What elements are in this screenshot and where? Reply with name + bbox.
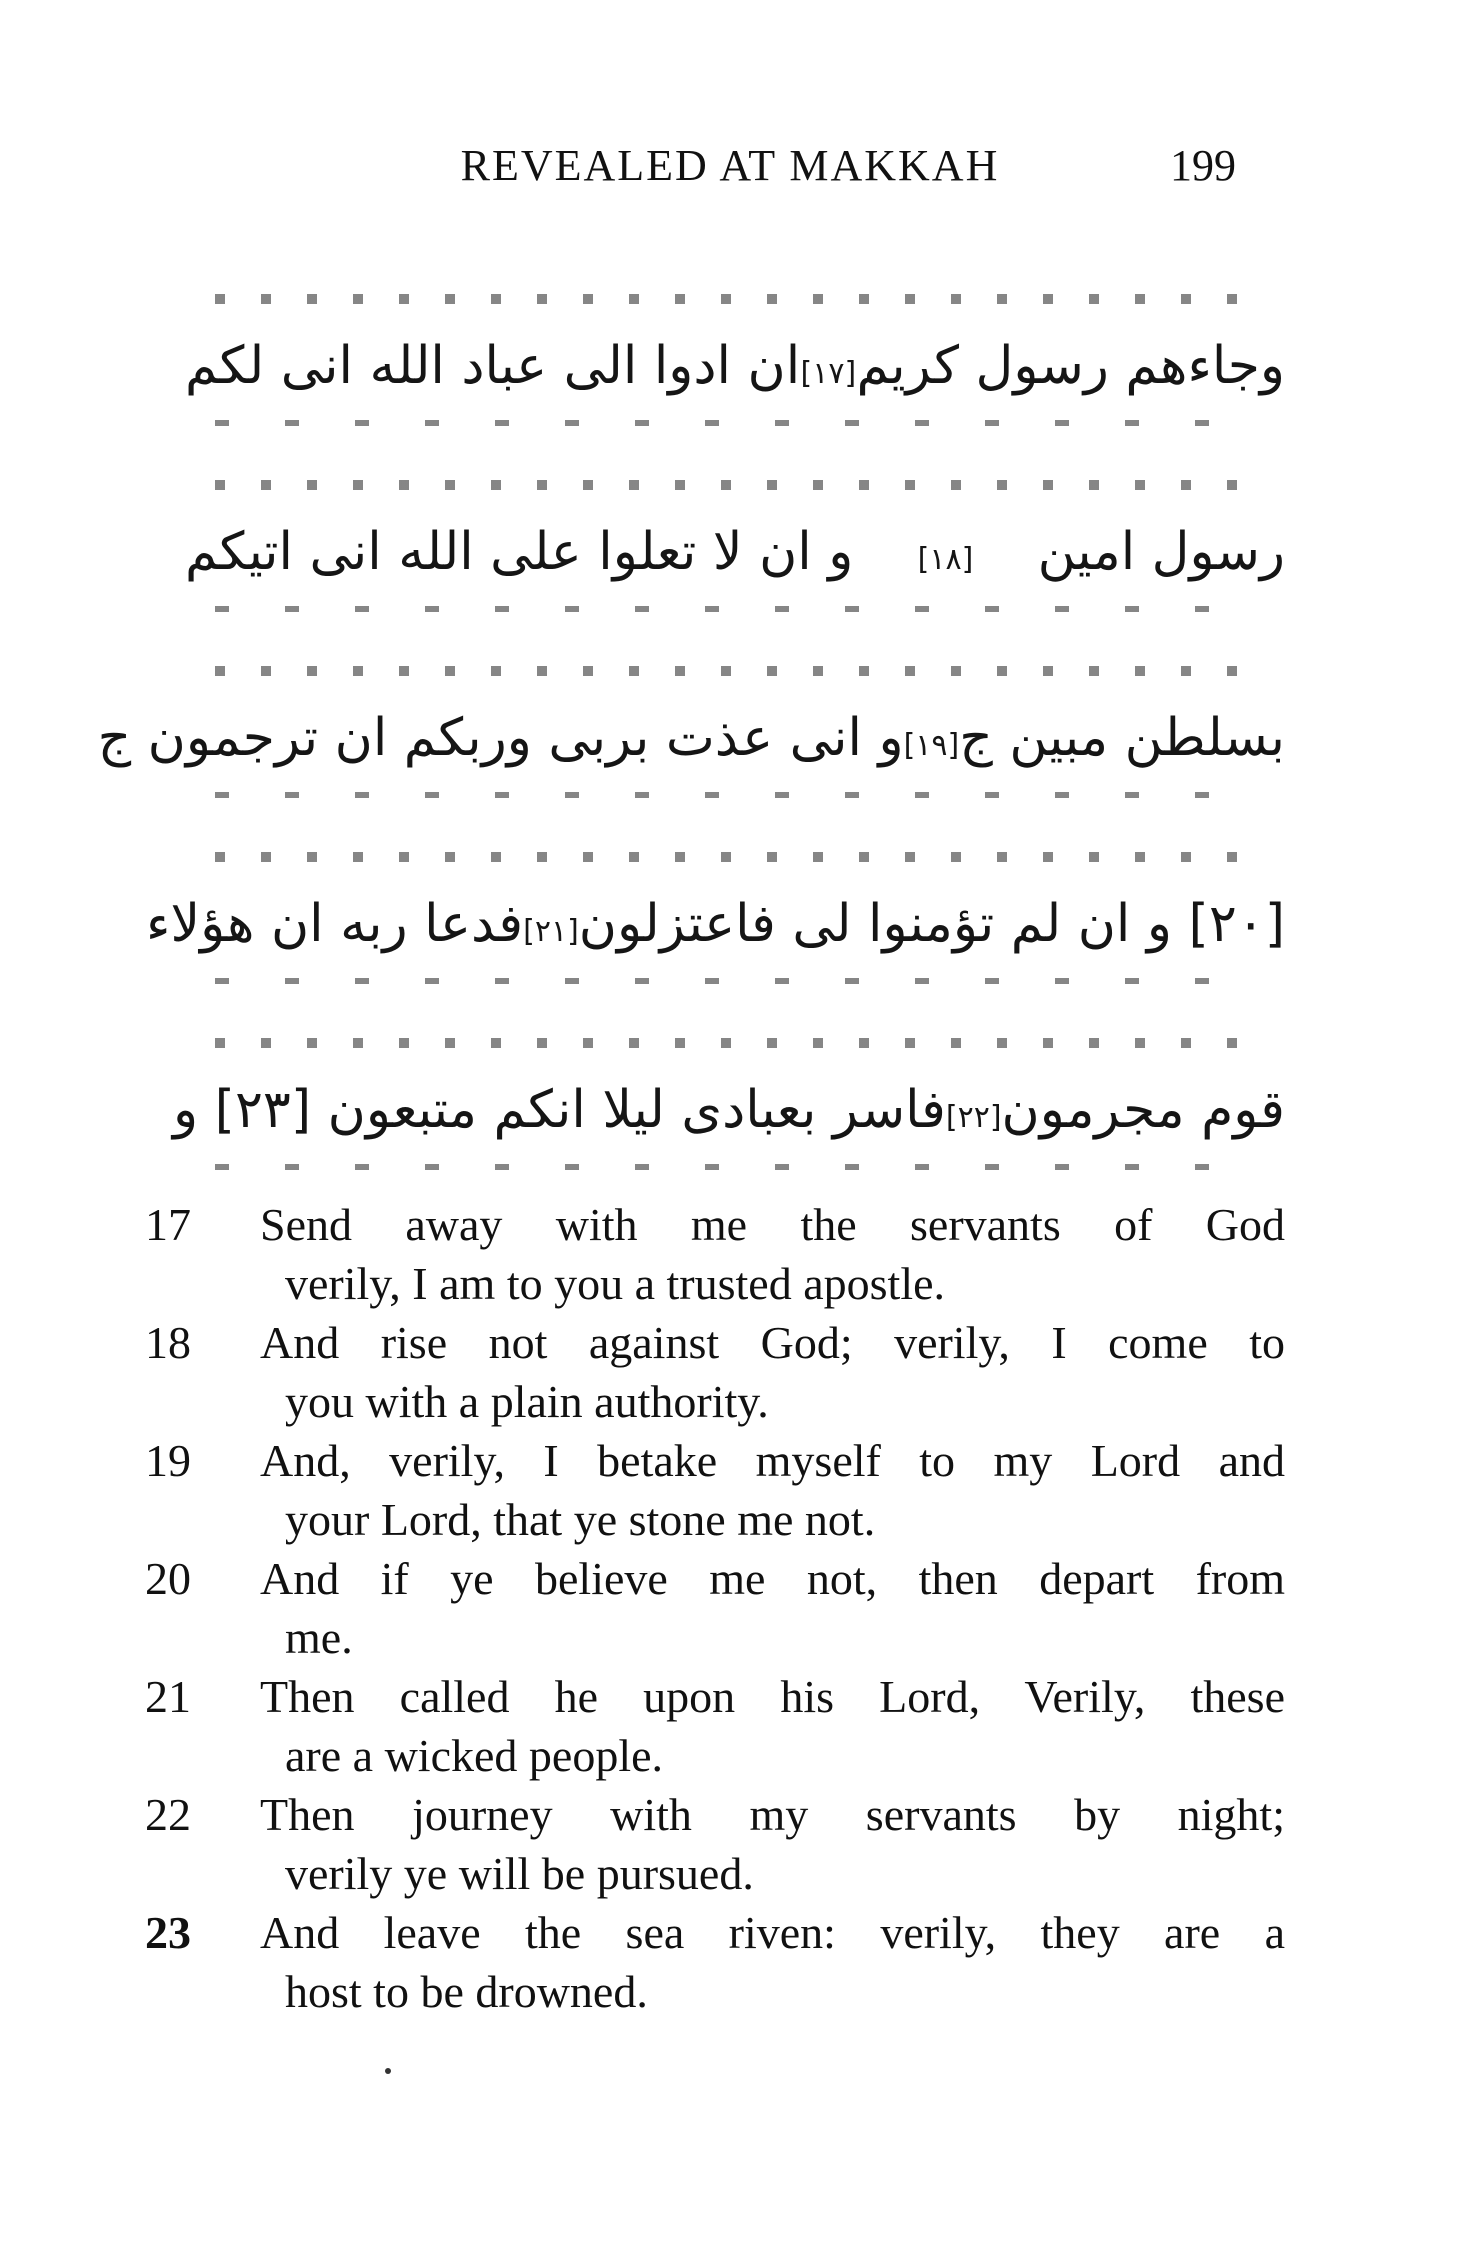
- english-translation: [145, 1195, 1285, 2021]
- verse-text-continued: you with a plain authority.: [285, 1376, 769, 1427]
- verse-number: 23: [145, 1907, 191, 1958]
- arabic-line-1: [185, 280, 1285, 466]
- verse-text: And if ye believe me not, then depart from: [260, 1553, 1285, 1604]
- verse-number: 19: [145, 1435, 191, 1486]
- diacritics-mark: [215, 1038, 1265, 1048]
- verse-text-continued: verily ye will be pursued.: [285, 1848, 754, 1899]
- print-speck: [385, 2068, 391, 2074]
- verse-text: Then journey with my servants by night;: [260, 1789, 1285, 1840]
- arabic-segment: بسلطن مبين ج: [959, 708, 1285, 768]
- verse-text-continued: are a wicked people.: [285, 1730, 664, 1781]
- verse-number: 17: [145, 1199, 191, 1250]
- diacritics-mark: [215, 666, 1265, 676]
- verse-text-continued: verily, I am to you a trusted apostle.: [285, 1258, 946, 1309]
- verse-20: [145, 1549, 1285, 1667]
- arabic-line-2: [185, 466, 1285, 652]
- verse-text: And rise not against God; verily, I come to: [260, 1317, 1285, 1368]
- arabic-segment: ان ادوا الى عباد الله انى لكم: [185, 336, 801, 396]
- verse-number: 22: [145, 1789, 191, 1840]
- arabic-line-3: [97, 652, 1285, 838]
- verse-text-continued: your Lord, that ye stone me not.: [285, 1494, 876, 1545]
- arabic-segment: [٢٠] و ان لم تؤمنوا لى فاعتزلون: [578, 894, 1285, 954]
- diacritics-mark: [215, 978, 1265, 984]
- verse-number: 21: [145, 1671, 191, 1722]
- verse-number: 18: [145, 1317, 191, 1368]
- diacritics-mark: [215, 420, 1265, 426]
- verse-marker: [١٧]: [800, 356, 857, 391]
- arabic-segment: فدعا ربه ان هؤلاء: [146, 894, 524, 954]
- verse-text: And leave the sea riven: verily, they are a: [260, 1907, 1285, 1958]
- running-head: REVEALED AT MAKKAH: [460, 141, 1000, 190]
- verse-18: [145, 1313, 1285, 1431]
- arabic-segment: فاسر بعبادى ليلا انكم متبعون [٢٣] و: [173, 1080, 946, 1140]
- verse-23: [145, 1903, 1285, 2021]
- verse-number: 20: [145, 1553, 191, 1604]
- arabic-line-5: [173, 1024, 1285, 1210]
- diacritics-mark: [215, 480, 1265, 490]
- verse-17: [145, 1195, 1285, 1313]
- verse-19: [145, 1431, 1285, 1549]
- diacritics-mark: [215, 1164, 1265, 1170]
- arabic-segment: قوم مجرمون: [1001, 1080, 1285, 1140]
- page-number: 199: [1170, 141, 1236, 190]
- arabic-segment: وجاءهم رسول كريم: [856, 336, 1285, 396]
- diacritics-mark: [215, 792, 1265, 798]
- verse-text: Then called he upon his Lord, Verily, these: [260, 1671, 1285, 1722]
- verse-22: [145, 1785, 1285, 1903]
- verse-text: And, verily, I betake myself to my Lord and: [260, 1435, 1285, 1486]
- verse-marker: [١٨]: [917, 542, 974, 577]
- diacritics-mark: [215, 294, 1265, 304]
- verse-marker: [٢٢]: [945, 1100, 1002, 1135]
- arabic-segment: و انى عذت بربى وربكم ان ترجمون ج: [97, 708, 904, 768]
- verse-text-continued: host to be drowned.: [285, 1966, 648, 2017]
- arabic-segment: و ان لا تعلوا على الله انى اتيكم: [185, 522, 854, 582]
- verse-text-continued: me.: [285, 1612, 353, 1663]
- diacritics-mark: [215, 606, 1265, 612]
- arabic-text-block: [97, 280, 1285, 1210]
- diacritics-mark: [215, 852, 1265, 862]
- arabic-line-4: [146, 838, 1285, 1024]
- verse-marker: [٢١]: [523, 914, 579, 949]
- arabic-segment: رسول امين: [1037, 522, 1285, 582]
- verse-21: [145, 1667, 1285, 1785]
- verse-marker: [١٩]: [903, 728, 960, 763]
- verse-text: Send away with me the servants of God: [260, 1199, 1285, 1250]
